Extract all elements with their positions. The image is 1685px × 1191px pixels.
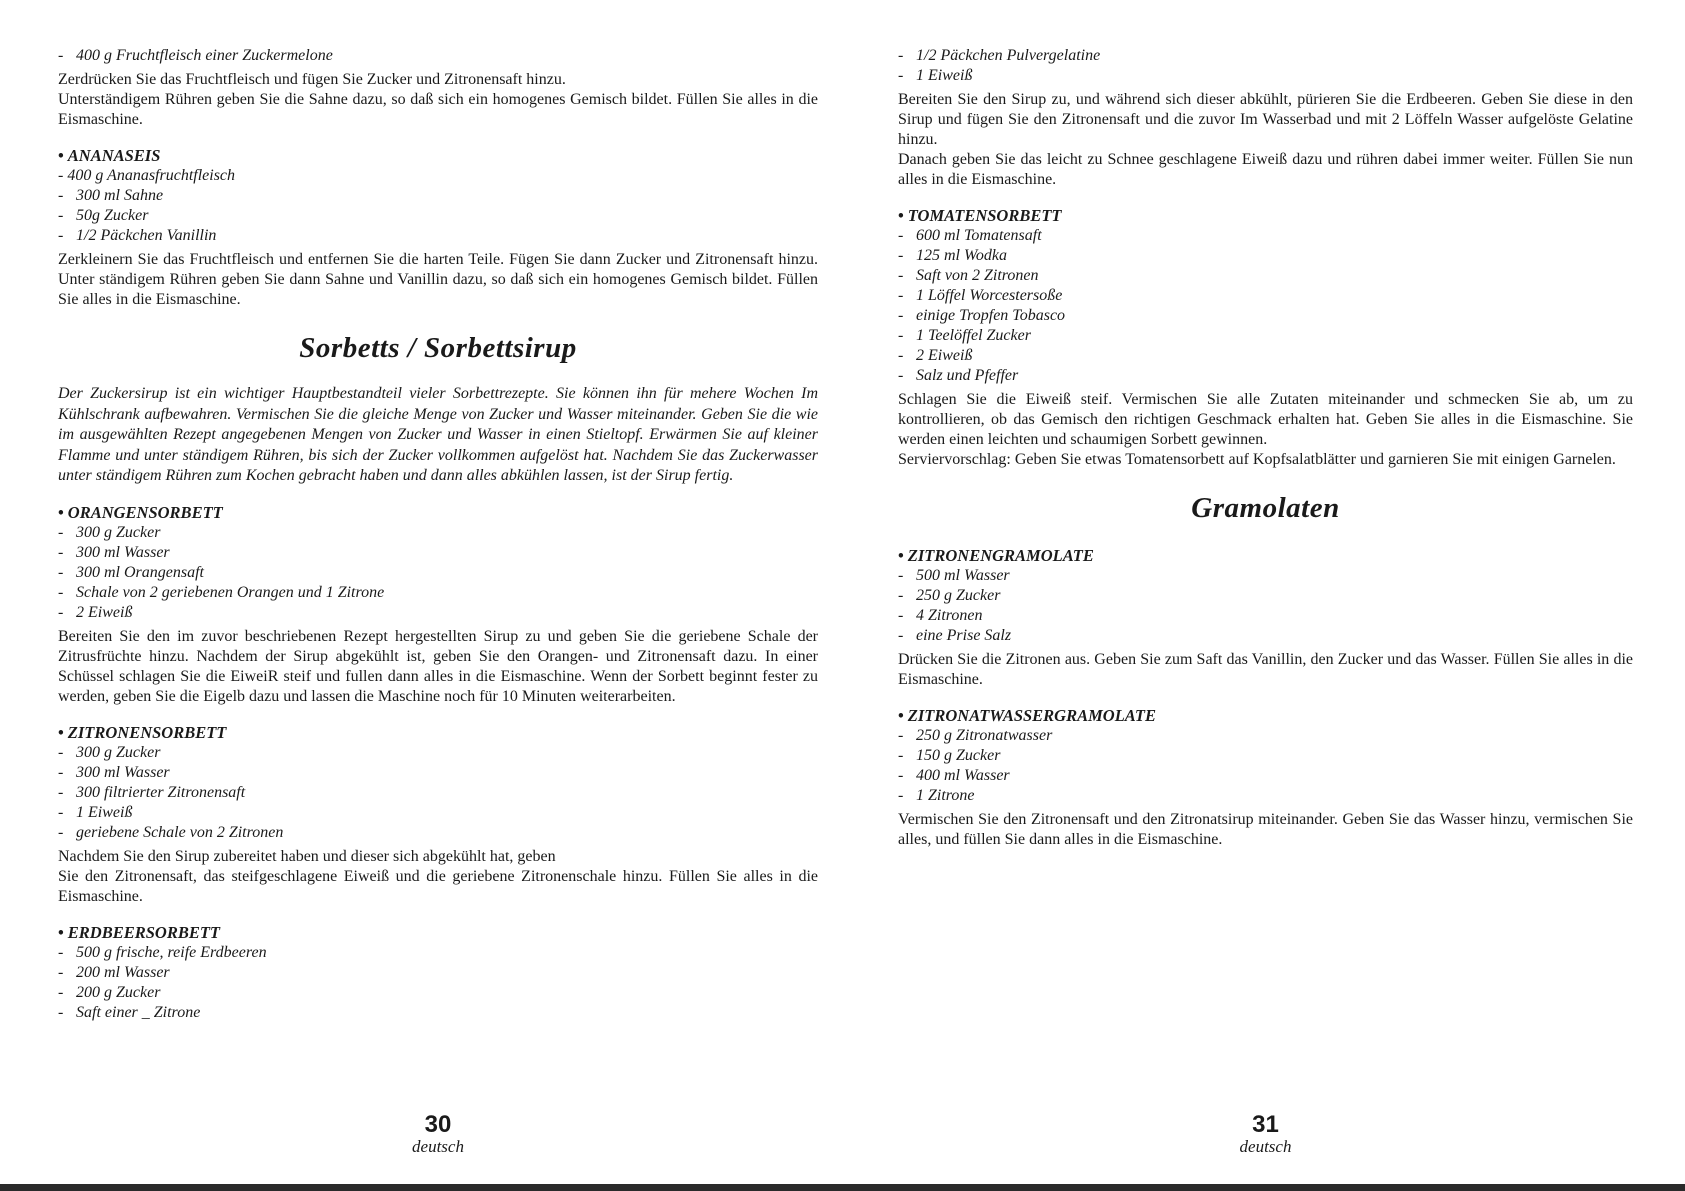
ingredient-item: - 250 g Zucker xyxy=(898,587,1001,604)
instruction-text: Zerkleinern Sie das Fruchtfleisch und entfernen Sie die harten Teile. Fügen Sie dann Zucker und Zitronensaft hinzu. Unter ständigem Rühren geben Sie dann Sahne und Vanillin dazu, so daß sich ein homogenes Gemisch bildet. Füllen Sie alles in die Eismaschine. xyxy=(58,251,818,308)
sirup-intro-text: Der Zuckersirup ist ein wichtiger Hauptbestandteil vieler Sorbettrezepte. Sie können ihn für mehere Wochen Im Kühlschrank aufbewahren. Vermischen Sie die gleiche Menge von Zucker und Wasser miteinander. Geben Sie die wie im ausgewählten Rezept angegebenen Mengen von Zucker und Wasser in einen Stieltopf. Erwärmen Sie auf kleiner Flamme und unter ständigem Rühren, bis sich der Zucker vollkommen aufgelöst hat. Nachdem Sie das Zuckerwasser unter ständigem Rühren zum Kochen gebracht haben und dann alles abkühlen lassen, ist der Sirup fertig. xyxy=(58,385,818,484)
ingredient-item: - 1 Eiweiß xyxy=(58,803,133,821)
ingredient-item: - 500 ml Wasser xyxy=(898,567,1010,584)
ingredient-item: - 50g Zucker xyxy=(58,207,149,224)
instruction-text: Drücken Sie die Zitronen aus. Geben Sie zum Saft das Vanillin, den Zucker und das Wasser. Füllen Sie alles in die Eismaschine. xyxy=(898,651,1633,688)
instruction-text: Unterständigem Rühren geben Sie die Sahne dazu, so daß sich ein homogenes Gemisch bildet. Füllen Sie alles in die Eismaschine. xyxy=(58,91,818,128)
page-number: 31 xyxy=(1252,1111,1279,1138)
recipe-title-tomatensorbett: • TOMATENSORBETT xyxy=(898,206,1062,225)
ingredient-item: - 400 g Ananasfruchtfleisch xyxy=(58,167,236,184)
ingredient-item: - 1 Löffel Worcestersoße xyxy=(898,287,1063,304)
instruction-text: Bereiten Sie den Sirup zu, und während sich dieser abkühlt, pürieren Sie die Erdbeeren. Geben Sie diese in den Sirup und fügen Sie den Zitronensaft und die zuvor Im Wasserbad und mit 2 Löffeln Wasser aufgelöste Gelatine hinzu. xyxy=(898,91,1633,148)
recipe-title-ananaseis: • ANANASEIS xyxy=(58,146,161,165)
section-title-gramolaten: Gramolaten xyxy=(1191,492,1340,524)
ingredient-item: - 600 ml Tomatensaft xyxy=(898,227,1042,244)
ingredient-item: - 300 ml Wasser xyxy=(58,543,170,561)
ingredient-item: - eine Prise Salz xyxy=(898,627,1012,644)
recipe-title-zitronengramolate: • ZITRONENGRAMOLATE xyxy=(898,546,1094,565)
page-language: deutsch xyxy=(412,1137,464,1156)
ingredient-item: - 300 g Zucker xyxy=(58,523,161,541)
ingredient-item: - 300 ml Wasser xyxy=(58,763,170,781)
ingredient-item: - 200 ml Wasser xyxy=(58,963,170,981)
ingredient-item: - Saft von 2 Zitronen xyxy=(898,267,1039,284)
page-number: 30 xyxy=(424,1111,452,1138)
ingredient-item: - 400 ml Wasser xyxy=(898,767,1010,784)
ingredient-item: - geriebene Schale von 2 Zitronen xyxy=(58,823,284,841)
section-title-sorbetts: Sorbetts / Sorbettsirup xyxy=(299,332,577,364)
ingredient-item: - Salz und Pfeffer xyxy=(898,367,1019,384)
ingredient-item: - 300 filtrierter Zitronensaft xyxy=(58,783,246,801)
ingredient-item: - Schale von 2 geriebenen Orangen und 1 Zitrone xyxy=(58,583,385,601)
ingredient-item: - 250 g Zitronatwasser xyxy=(898,727,1053,744)
instruction-text: Danach geben Sie das leicht zu Schnee geschlagene Eiweiß dazu und rühren dabei immer weiter. Füllen Sie nun alles in die Eismaschine. xyxy=(898,151,1633,188)
ingredient-item: - 300 g Zucker xyxy=(58,743,161,761)
page-language: deutsch xyxy=(1239,1137,1292,1156)
ingredient-item: - 200 g Zucker xyxy=(58,983,161,1001)
page-right-content xyxy=(898,46,1633,850)
instruction-text: Vermischen Sie den Zitronensaft und den Zitronatsirup miteinander. Geben Sie das Wasser hinzu, vermischen Sie alles, und füllen Sie dann alles in die Eismaschine. xyxy=(898,811,1633,848)
instruction-text: Schlagen Sie die Eiweiß steif. Vermischen Sie alle Zutaten miteinander und schmecken Sie ab, um zu kontrollieren, ob das Gemisch den richtigen Geschmack erhalten hat. Geben Sie alles in die Eismaschine. Sie werden einen leichten und schaumigen Sorbett gewinnen. xyxy=(898,391,1633,448)
ingredient-item: - einige Tropfen Tobasco xyxy=(898,307,1066,324)
scan-bottom-edge xyxy=(0,1184,1685,1191)
recipe-title-zitronensorbett: • ZITRONENSORBETT xyxy=(58,722,227,742)
recipe-title-zitronatwassergramolate: • ZITRONATWASSERGRAMOLATE xyxy=(898,706,1156,725)
ingredient-item: - 400 g Fruchtfleisch einer Zuckermelone xyxy=(58,47,333,64)
ingredient-item: - 300 ml Orangensaft xyxy=(58,563,204,581)
ingredient-item: - 1/2 Päckchen Vanillin xyxy=(58,227,217,244)
serving-suggestion: Serviervorschlag: Geben Sie etwas Tomatensorbett auf Kopfsalatblätter und garnieren Sie mit einigen Garnelen. xyxy=(898,451,1616,468)
ingredient-item: - 2 Eiweiß xyxy=(898,347,973,364)
recipe-title-orangensorbett: • ORANGENSORBETT xyxy=(58,502,223,522)
ingredient-item: - 1 Teelöffel Zucker xyxy=(898,327,1031,344)
ingredient-item: - Saft einer _ Zitrone xyxy=(58,1003,201,1021)
recipe-title-erdbeersorbett: • ERDBEERSORBETT xyxy=(58,922,220,942)
ingredient-item: - 1/2 Päckchen Pulvergelatine xyxy=(898,47,1101,64)
page-left-content xyxy=(58,46,818,1023)
ingredient-item: - 150 g Zucker xyxy=(898,747,1001,764)
ingredient-item: - 1 Eiweiß xyxy=(898,67,973,84)
instruction-text: Nachdem Sie den Sirup zubereitet haben und dieser sich abgekühlt hat, geben xyxy=(58,847,556,865)
instruction-text: Zerdrücken Sie das Fruchtfleisch und fügen Sie Zucker und Zitronensaft hinzu. xyxy=(58,71,566,88)
page-footer-right xyxy=(898,1112,1633,1156)
ingredient-item: - 125 ml Wodka xyxy=(898,247,1007,264)
page-footer-left xyxy=(58,1112,818,1156)
instruction-text: Sie den Zitronensaft, das steifgeschlagene Eiweiß und die geriebene Zitronenschale hinzu. Füllen Sie alles in die Eismaschine. xyxy=(58,867,818,905)
ingredient-item: - 300 ml Sahne xyxy=(58,187,164,204)
ingredient-item: - 2 Eiweiß xyxy=(58,603,133,621)
page-right xyxy=(898,0,1633,1191)
instruction-text: Bereiten Sie den im zuvor beschriebenen Rezept hergestellten Sirup zu und geben Sie die geriebene Schale der Zitrusfrüchte hinzu. Nachdem der Sirup abgekühlt ist, geben Sie den Orangen- und Zitronensaft dazu. In einer Schüssel schlagen Sie die EiweiR steif und fullen dann alles in die Eismaschine. Wenn der Sorbett beginnt fester zu werden, geben Sie die Eigelb dazu und lassen die Maschine noch für 10 Minuten weiterarbeiten. xyxy=(58,627,818,705)
ingredient-item: - 1 Zitrone xyxy=(898,787,975,804)
ingredient-item: - 500 g frische, reife Erdbeeren xyxy=(58,943,267,961)
page-left xyxy=(58,0,818,1191)
ingredient-item: - 4 Zitronen xyxy=(898,607,983,624)
